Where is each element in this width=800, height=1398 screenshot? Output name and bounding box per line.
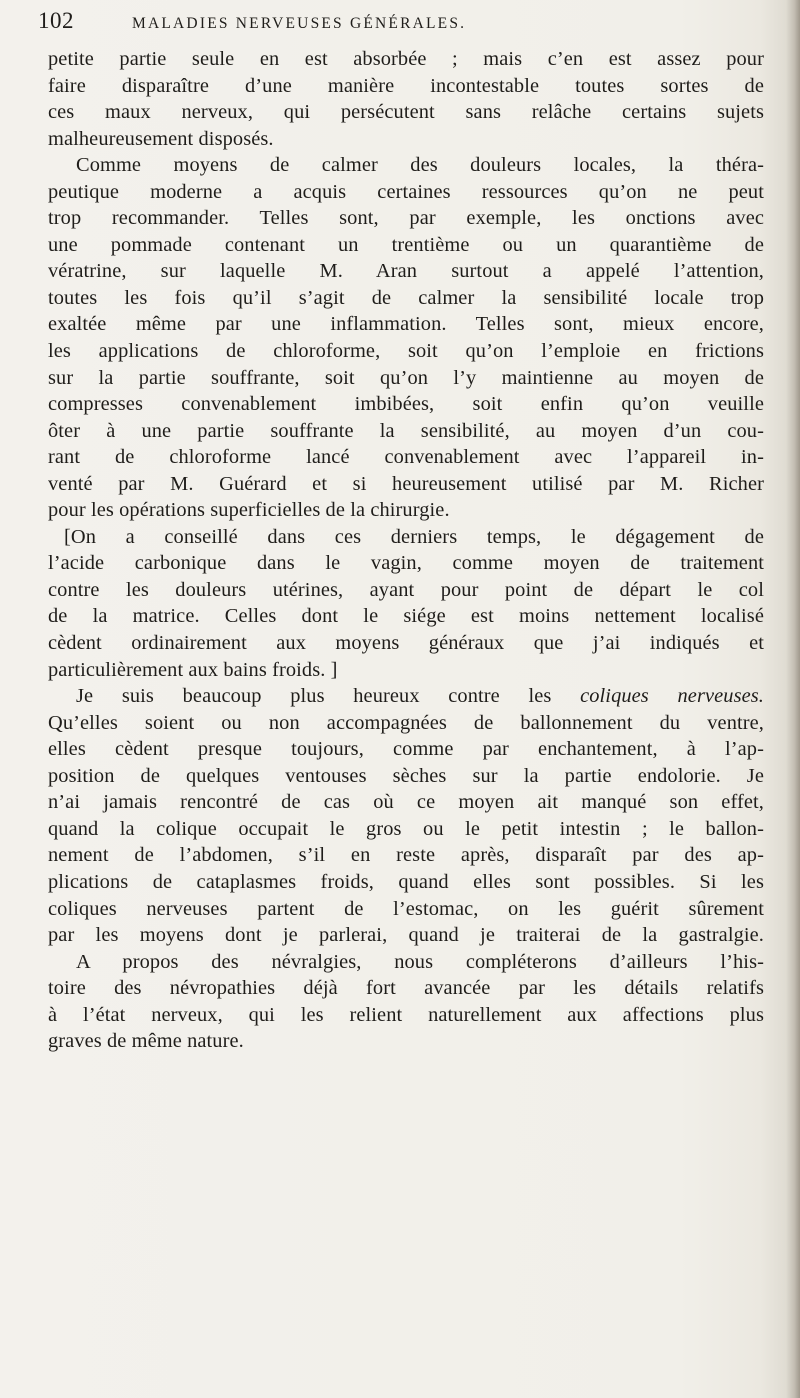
text-line: elles cèdent presque toujours, comme par enchantement, à l’ap-	[48, 738, 764, 761]
text-line: une pommade contenant un trentième ou un quarantième de	[48, 233, 764, 256]
text-line: Comme moyens de calmer des douleurs locales, la théra-	[76, 154, 764, 177]
text-line: venté par M. Guérard et si heureusement utilisé par M. Richer	[48, 472, 764, 495]
text-line: trop recommander. Telles sont, par exemple, les onctions avec	[48, 207, 764, 230]
text-line: compresses convenablement imbibées, soit enfin qu’on veuille	[48, 393, 764, 416]
page-number: 102	[38, 8, 74, 33]
text-line: position de quelques ventouses sèches sur la partie endolorie. Je	[48, 764, 764, 787]
text-line: toutes les fois qu’il s’agit de calmer la sensibilité locale trop	[48, 286, 764, 309]
text-line: nement de l’abdomen, s’il en reste après, disparaît par des ap-	[48, 844, 764, 867]
text-line: vératrine, sur laquelle M. Aran surtout a appelé l’attention,	[48, 260, 764, 283]
text-line: n’ai jamais rencontré de cas où ce moyen ait manqué son effet,	[48, 791, 764, 814]
italic-term: coliques nerveuses.	[580, 685, 764, 708]
text-line: ôter à une partie souffrante la sensibilité, au moyen d’un cou-	[48, 419, 764, 442]
text-line: pour les opérations superficielles de la chirurgie.	[48, 499, 450, 522]
text-line: de la matrice. Celles dont le siége est moins nettement localisé	[48, 605, 764, 628]
text-line: [On a conseillé dans ces derniers temps, le dégagement de	[64, 525, 764, 548]
text-line: sur la partie souffrante, soit qu’on l’y maintienne au moyen de	[48, 366, 764, 389]
text-line: Qu’elles soient ou non accompagnées de ballonnement du ventre,	[48, 711, 764, 734]
text-run: Je suis beaucoup plus heureux contre les	[76, 685, 581, 708]
text-line: coliques nerveuses partent de l’estomac, on les guérit sûrement	[48, 897, 764, 920]
text-line: particulièrement aux bains froids. ]	[48, 658, 338, 681]
text-line: les applications de chloroforme, soit qu’on l’emploie en frictions	[48, 340, 764, 363]
text-line: peutique moderne a acquis certaines ressources qu’on ne peut	[48, 180, 764, 203]
text-line: à l’état nerveux, qui les relient naturellement aux affections plus	[48, 1003, 764, 1026]
text-line: faire disparaître d’une manière incontestable toutes sortes de	[48, 74, 764, 97]
text-line: graves de même nature.	[48, 1030, 244, 1053]
text-line: malheureusement disposés.	[48, 127, 274, 150]
text-line: toire des névropathies déjà fort avancée par les détails relatifs	[48, 977, 764, 1000]
page-edge-shadow	[786, 0, 800, 1398]
text-line: A propos des névralgies, nous compléterons d’ailleurs l’his-	[76, 950, 764, 973]
text-line: rant de chloroforme lancé convenablement avec l’appareil in-	[48, 446, 764, 469]
text-line: quand la colique occupait le gros ou le petit intestin ; le ballon-	[48, 817, 764, 840]
text-line: contre les douleurs utérines, ayant pour point de départ le col	[48, 578, 764, 601]
text-line: l’acide carbonique dans le vagin, comme moyen de traitement	[48, 552, 764, 575]
text-line: ces maux nerveux, qui persécutent sans relâche certains sujets	[48, 101, 764, 124]
text-line: par les moyens dont je parlerai, quand je traiterai de la gastralgie.	[48, 924, 764, 947]
text-line: petite partie seule en est absorbée ; mais c’en est assez pour	[48, 48, 764, 70]
running-title: MALADIES NERVEUSES GÉNÉRALES.	[132, 15, 467, 32]
text-line: cèdent ordinairement aux moyens généraux que j’ai indiqués et	[48, 632, 764, 655]
text-line	[48, 683, 764, 710]
body-text	[48, 46, 764, 1055]
text-line: exaltée même par une inflammation. Telles sont, mieux encore,	[48, 313, 764, 336]
text-line: plications de cataplasmes froids, quand elles sont possibles. Si les	[48, 870, 764, 893]
page-header	[38, 8, 758, 44]
